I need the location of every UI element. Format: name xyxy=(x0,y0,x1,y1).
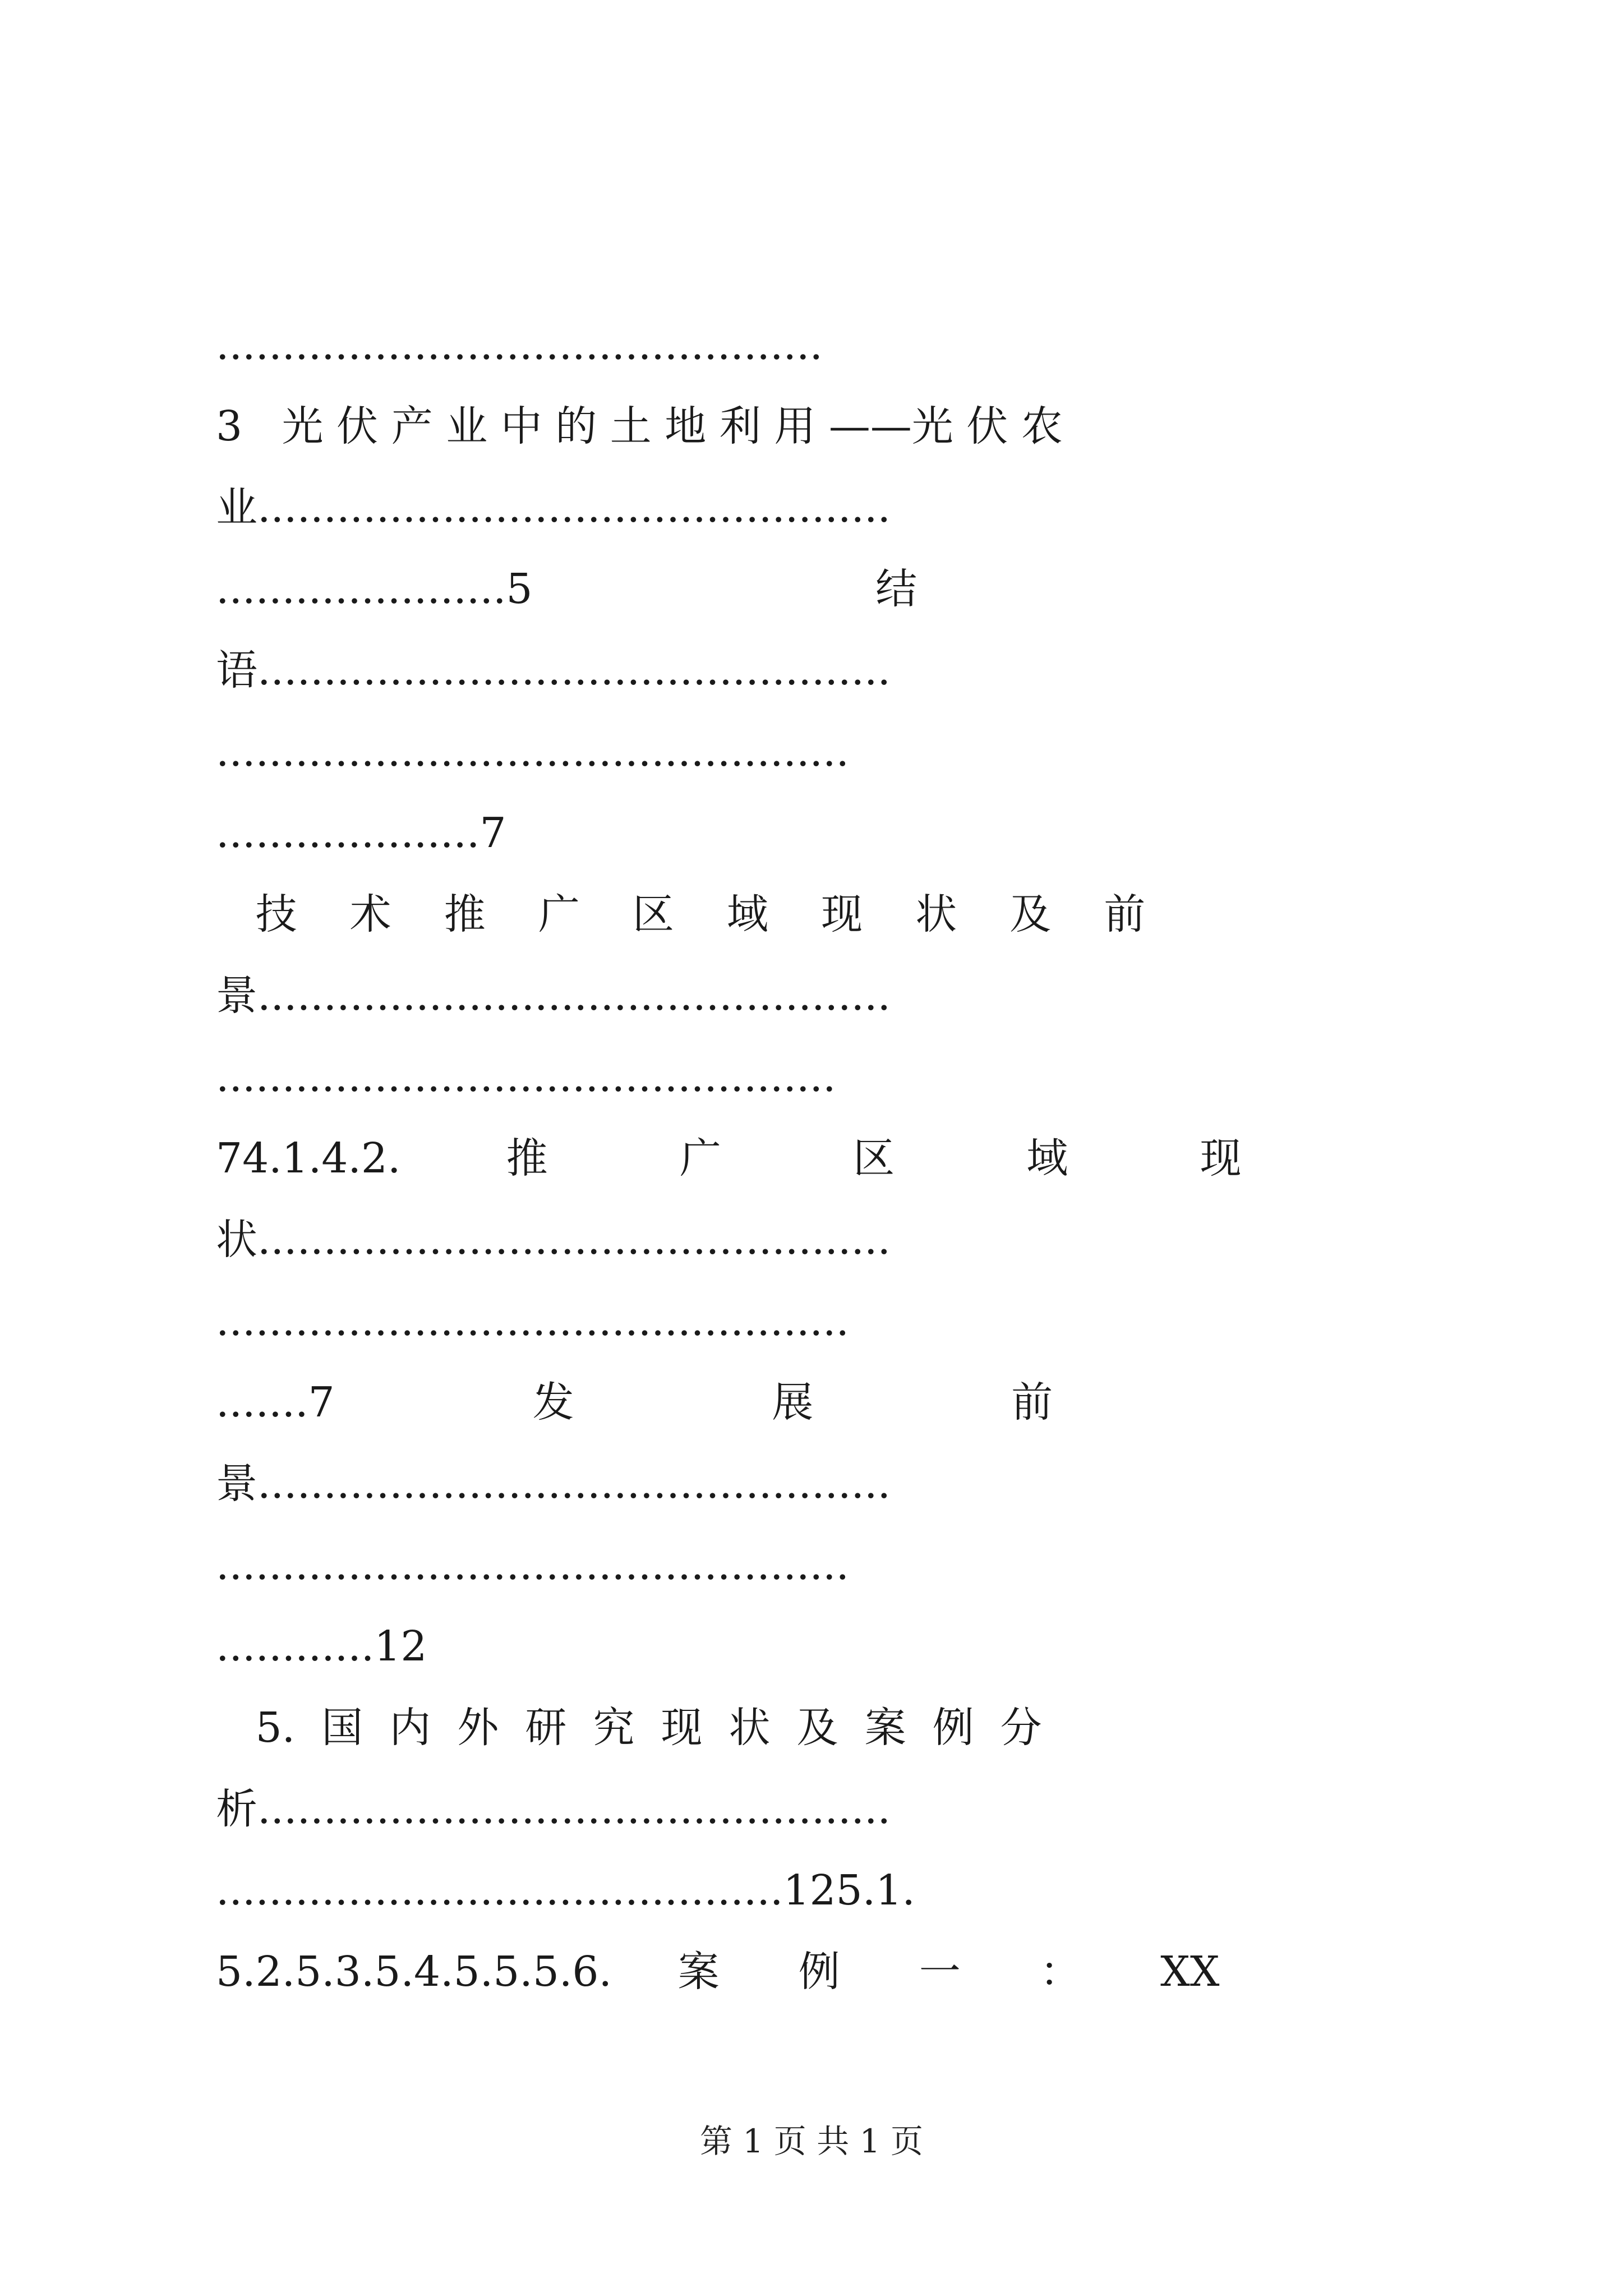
toc-line: ................................................ xyxy=(216,1541,850,1589)
toc-line: 5.2.5.3.5.4.5.5.5.6. 案 例 一 ： XX xyxy=(216,1948,1220,1996)
toc-line: .............................................. xyxy=(216,321,823,369)
toc-line: ....................7 xyxy=(216,809,506,857)
toc-line: ................................................ xyxy=(216,1297,850,1345)
toc-line: 析................................................ xyxy=(216,1785,891,1833)
toc-line: 景................................................ xyxy=(216,972,891,1020)
toc-line: .......7 发 展 前 xyxy=(216,1378,1053,1427)
toc-line: 技 术 推 广 区 域 现 状 及 前 xyxy=(216,890,1146,938)
toc-line: 景................................................ xyxy=(216,1460,891,1508)
toc-line: ...........................................125.1. xyxy=(216,1866,915,1915)
toc-line: 语................................................ xyxy=(216,646,891,694)
toc-line: 5. 国 内 外 研 究 现 状 及 案 例 分 xyxy=(216,1704,1042,1752)
toc-line: 业................................................ xyxy=(216,484,891,532)
toc-line: ......................5 结 xyxy=(216,565,917,613)
page-footer: 第 1 页 共 1 页 xyxy=(700,2122,923,2160)
toc-line: 状................................................ xyxy=(216,1216,891,1264)
toc-line: ................................................ xyxy=(216,728,850,776)
toc-line: ............12 xyxy=(216,1622,427,1671)
toc-line: 74.1.4.2. 推 广 区 域 现 xyxy=(216,1134,1242,1182)
toc-line: ............................................... xyxy=(216,1053,836,1101)
toc-line: 3 光 伏 产 业 中 的 土 地 利 用 ——光 伏 农 xyxy=(216,402,1063,450)
